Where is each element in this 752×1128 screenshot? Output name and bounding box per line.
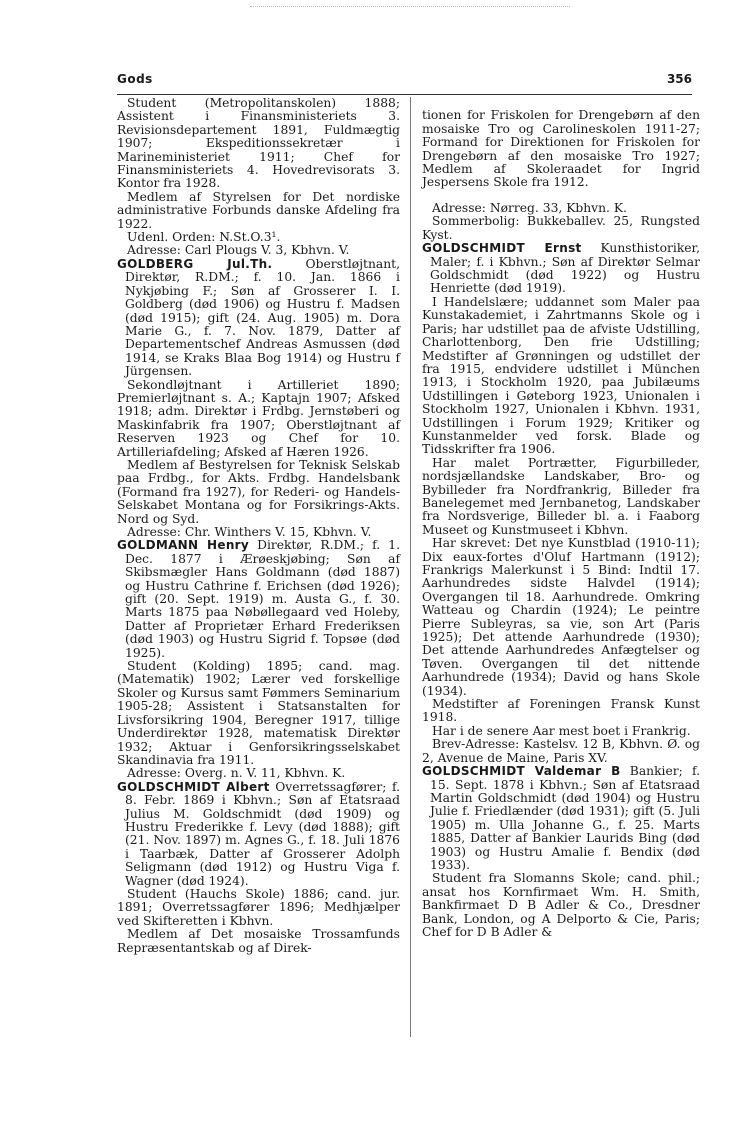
- entry-paragraph: Student (Kolding) 1895; cand. mag. (Matematik) 1902; Lærer ved forskellige Skoler og Kursus samt Fømmers Seminarium 1905-28; Assistent i Statsanstalten for Livsforsikring 1904, Beregner 1917, tillige Underdirektør 1928, matematisk Direktør 1932; Aktuar i Genforsikringsselskabet Skandinavia fra 1911.: [117, 659, 400, 767]
- entry-paragraph: Student (Metropolitanskolen) 1888; Assistent i Finansministeriets 3. Revisionsdepartement 1891, Fuldmægtig 1907; Ekspeditionssekretær i Marineministeriet 1911; Chef for Finansministeriets 4. Hovedrevisorats 3. Kontor fra 1928.: [117, 96, 400, 191]
- entry-name: GOLDMANN Henry: [117, 538, 249, 553]
- entry-paragraph: Medstifter af Foreningen Fransk Kunst 1918.: [422, 697, 700, 725]
- entry-paragraph: I Handelslære; uddannet som Maler paa Kunstakademiet, i Zahrtmanns Skole og i Paris; har udstillet paa de afviste Udstilling, Charlottenborg, Den frie Udstilling; Medstifter af Grønningen og udstillet der fra 1915, endvidere udstillet i München 1913, i Stockholm 1920, paa Jubilæums Udstillingen i Gøteborg 1923, Unionalen i Stockholm 1927, Unionalen i Kbhvn. 1931, Udstillingen i Forum 1929; Kritiker og Kunstanmelder ved forsk. Blade og Tidsskrifter fra 1906.: [422, 294, 700, 457]
- page-number: 356: [666, 72, 692, 86]
- entry-paragraph: Udenl. Orden: N.St.O.3¹.: [127, 230, 281, 245]
- biography-entry: [117, 258, 400, 379]
- entry-text: Bankier; f. 15. Sept. 1878 i Kbhvn.; Søn af Etatsraad Martin Goldschmidt (død 1904) og Hustru Julie f. Friedlænder (død 1931); gift (5. Juli 1905) m. Ulla Johanne G., f. 25. Marts 1885, Datter af Bankier Laurids Bing (død 1903) og Hustru Amalie f. Bendix (død 1933).: [430, 764, 700, 872]
- running-title: Gods: [117, 72, 153, 86]
- entry-name: GOLDSCHMIDT Albert: [117, 779, 270, 794]
- biography-entry: [117, 539, 400, 660]
- entry-paragraph: Brev-Adresse: Kastelsv. 12 B, Kbhvn. Ø. og 2, Avenue de Maine, Paris XV.: [422, 737, 700, 765]
- entry-paragraph: Sekondløjtnant i Artilleriet 1890; Premierløjtnant s. A.; Kaptajn 1907; Afsked 1918; adm. Direktør i Frdbg. Jernstøberi og Maskinfabrik fra 1907; Oberstløjtnant af Reserven 1923 og Chef for 10. Artilleriafdeling; Afsked af Hæren 1926.: [117, 377, 400, 459]
- entry-paragraph: Medlem af Styrelsen for Det nordiske administrative Forbunds danske Afdeling fra 1922.: [117, 189, 400, 231]
- entry-name: GOLDSCHMIDT Valdemar B: [422, 764, 621, 779]
- entry-paragraph: Adresse: Carl Plougs V. 3, Kbhvn. V.: [127, 243, 350, 258]
- biography-entry: [422, 765, 700, 872]
- entry-paragraph: Medlem af Det mosaiske Trossamfunds Repræsentantskab og af Direk-: [117, 927, 400, 955]
- entry-text: Overretssagfører; f. 8. Febr. 1869 i Kbhvn.; Søn af Etatsraad Julius M. Goldschmidt (død 1909) og Hustru Frederikke f. Levy (død 1888); gift (21. Nov. 1897) m. Agnes G., f. 18. Juli 1876 i Taarbæk, Datter af Grosserer Adolph Seligmann (død 1912) og Hustru Viga f. Wagner (død 1924).: [125, 779, 400, 888]
- entry-name: GOLDSCHMIDT Ernst: [422, 241, 582, 256]
- biography-entry: [117, 781, 400, 888]
- entry-text: Direktør, R.DM.; f. 1. Dec. 1877 i Ærøeskjøbing; Søn af Skibsmægler Hans Goldmann (død 1887) og Hustru Cathrine f. Erichsen (død 1926); gift (20. Sept. 1919) m. Austa G., f. 30. Marts 1875 paa Nøbøllegaard ved Holeby, Datter af Proprietær Erhard Frederiksen (død 1903) og Hustru Sigrid f. Topsøe (død 1925).: [125, 538, 400, 660]
- biography-entry: [422, 242, 700, 296]
- column-divider: [410, 97, 411, 1037]
- entry-paragraph: Har skrevet: Det nye Kunstblad (1910-11); Dix eaux-fortes d'Oluf Hartmann (1912); Frankrigs Malerkunst i 5 Bind: Indtil 17. Aarhundredes sidste Halvdel (1914); Overgangen til 18. Aarhundrede. Omkring Watteau og Chardin (1924); Le peintre Pierre Subleyras, sa vie, son Art (Paris 1925); Det attende Aarhundrede (1930); Det attende Aarhundredes Anfægtelser og Tøven. Overgangen til det nittende Aarhundrede (1934); David og hans Skole (1934).: [422, 536, 700, 698]
- entry-paragraph: Adresse: Nørreg. 33, Kbhvn. K.: [432, 201, 627, 216]
- left-column: [117, 97, 400, 955]
- entry-text: Kunsthistoriker, Maler; f. i Kbhvn.; Søn af Direktør Selmar Goldschmidt (død 1922) og Hustru Henriette (død 1919).: [430, 241, 700, 296]
- entry-paragraph: Medlem af Bestyrelsen for Teknisk Selskab paa Frdbg., for Akts. Frdbg. Handelsbank (Formand fra 1927), for Rederi- og Handels-Selskabet Montana og for Forsikrings-Akts. Nord og Syd.: [117, 457, 400, 526]
- entry-paragraph: Har i de senere Aar mest boet i Frankrig.: [432, 723, 691, 738]
- page-header: [117, 72, 692, 94]
- entry-paragraph: Sommerbolig: Bukkeballev. 25, Rungsted Kyst.: [422, 214, 700, 242]
- entry-name: GOLDBERG Jul.Th.: [117, 256, 273, 271]
- entry-paragraph: Adresse: Chr. Winthers V. 15, Kbhvn. V.: [127, 525, 372, 539]
- entry-paragraph: Student (Hauchs Skole) 1886; cand. jur. 1891; Overretssagfører 1896; Medhjælper ved Skifteretten i Kbhvn.: [117, 886, 400, 928]
- right-column: [422, 97, 700, 939]
- entry-paragraph: Adresse: Overg. n. V. 11, Kbhvn. K.: [127, 766, 346, 781]
- scan-artifact: [250, 0, 570, 7]
- entry-paragraph: Har malet Portrætter, Figurbilleder, nordsjællandske Landskaber, Bro- og Bybilleder fra Nordfrankrig, Billeder fra Banelegemet med Jernbanetog, Landskaber fra Nordsverige, Billeder bl. a. i Faaborg Museet og Kunstmuseet i Kbhvn.: [422, 455, 700, 537]
- continued-text: tionen for Friskolen for Drengebørn af den mosaiske Tro og Carolineskolen 1911-27; Formand for Direktionen for Friskolen for Drengebørn af den mosaiske Tro 1927; Medlem af Skoleraadet for Ingrid Jespersens Skole fra 1912.: [422, 108, 700, 190]
- entry-text: Oberstløjtnant, Direktør, R.DM.; f. 10. Jan. 1866 i Nykjøbing F.; Søn af Grosserer I. I. Goldberg (død 1906) og Hustru f. Madsen (død 1915); gift (24. Aug. 1905) m. Dora Marie G., f. 7. Nov. 1879, Datter af Departementschef Andreas Asmussen (død 1914, se Kraks Blaa Bog 1914) og Hustru f Jürgensen.: [125, 256, 400, 379]
- entry-paragraph: Student fra Slomanns Skole; cand. phil.; ansat hos Kornfirmaet Wm. H. Smith, Bankfirmaet D B Adler & Co., Dresdner Bank, London, og A Delporto & Cie, Paris; Chef for D B Adler &: [422, 871, 700, 939]
- header-rule: [117, 94, 692, 95]
